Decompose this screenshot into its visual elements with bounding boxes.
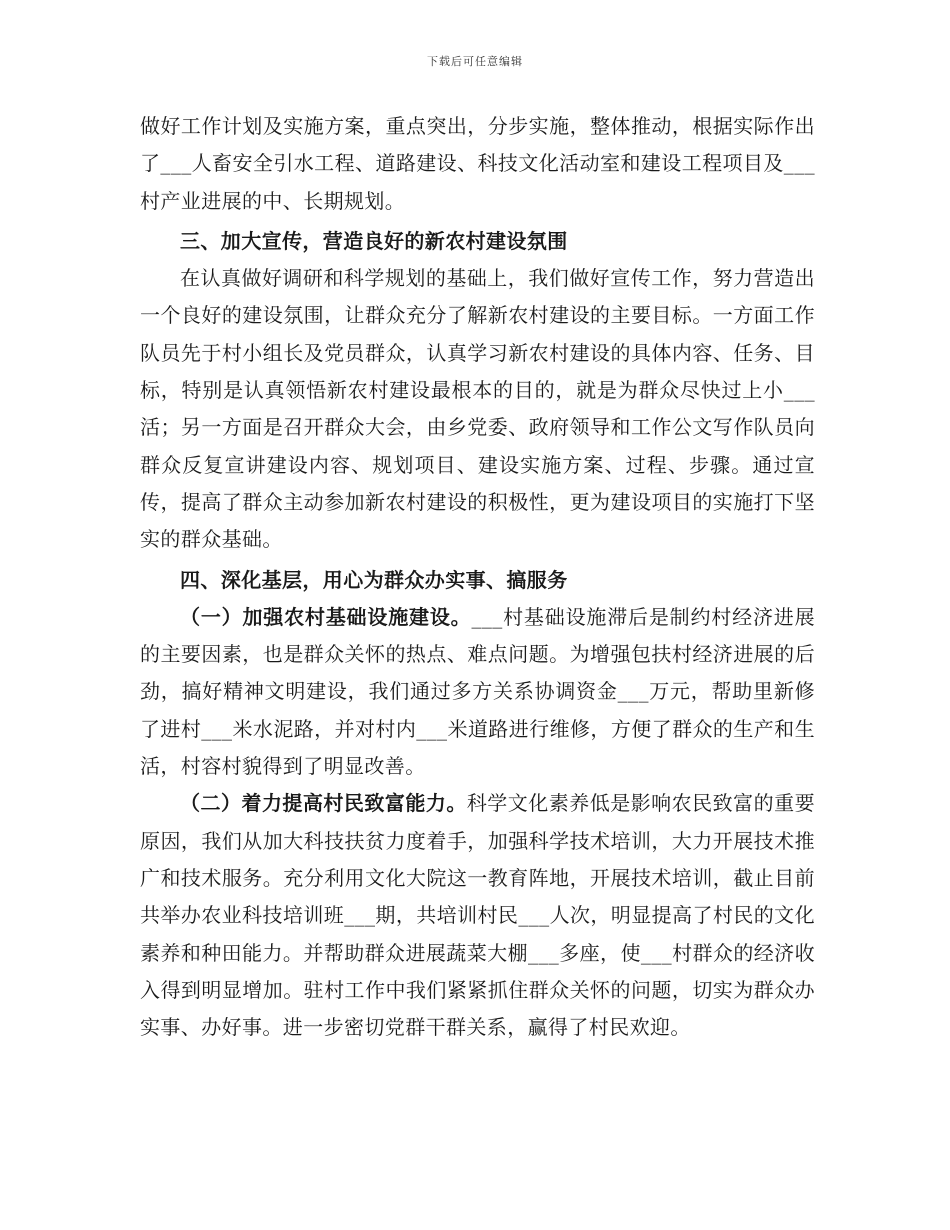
document-body: [140, 108, 815, 1046]
paragraph-infrastructure: [140, 599, 815, 785]
subsection-body-2: 科学文化素养低是影响农民致富的重要原因，我们从加大科技扶贫力度着手，加强科学技术培训，大力开展技术推广和技术服务。充分利用文化大院这一教育阵地，开展技术培训，截止目前共举办农业科技培训班___期，共培训村民___人次，明显提高了村民的文化素养和种田能力。并帮助群众进展蔬菜大棚___多座，使___村群众的经济收入得到明显增加。驻村工作中我们紧紧抓住群众关怀的问题，切实为群众办实事、办好事。进一步密切党群干群关系，赢得了村民欢迎。: [140, 791, 815, 1040]
section-heading-4: 四、深化基层，用心为群众办实事、搞服务: [180, 567, 568, 592]
page-header-note: 下载后可任意编辑: [427, 55, 523, 68]
subsection-title-1: （一）加强农村基础设施建设。: [180, 604, 472, 629]
section-heading-3: 三、加大宣传，营造良好的新农村建设氛围: [180, 228, 568, 253]
paragraph-plan: 做好工作计划及实施方案，重点突出，分步实施，整体推动，根据实际作出了___人畜安全引水工程、道路建设、科技文化活动室和建设工程项目及___村产业进展的中、长期规划。: [140, 114, 815, 213]
paragraph-prosperity: [140, 785, 815, 1046]
paragraph-publicity: 在认真做好调研和科学规划的基础上，我们做好宣传工作，努力营造出一个良好的建设氛围，让群众充分了解新农村建设的主要目标。一方面工作队员先于村小组长及党员群众，认真学习新农村建设的具体内容、任务、目标，特别是认真领悟新农村建设最根本的目的，就是为群众尽快过上小___活；另一方面是召开群众大会，由乡党委、政府领导和工作公文写作队员向群众反复宣讲建设内容、规划项目、建设实施方案、过程、步骤。通过宣传，提高了群众主动参加新农村建设的积极性，更为建设项目的实施打下坚实的群众基础。: [140, 266, 815, 552]
subsection-title-2: （二）着力提高村民致富能力。: [180, 791, 467, 816]
subsection-body-1: ___村基础设施滞后是制约村经济进展的主要因素，也是群众关怀的热点、难点问题。为增强包扶村经济进展的后劲，搞好精神文明建设，我们通过多方关系协调资金___万元，帮助里新修了进村___米水泥路，并对村内___米道路进行维修，方便了群众的生产和生活，村容村貌得到了明显改善。: [140, 604, 815, 779]
